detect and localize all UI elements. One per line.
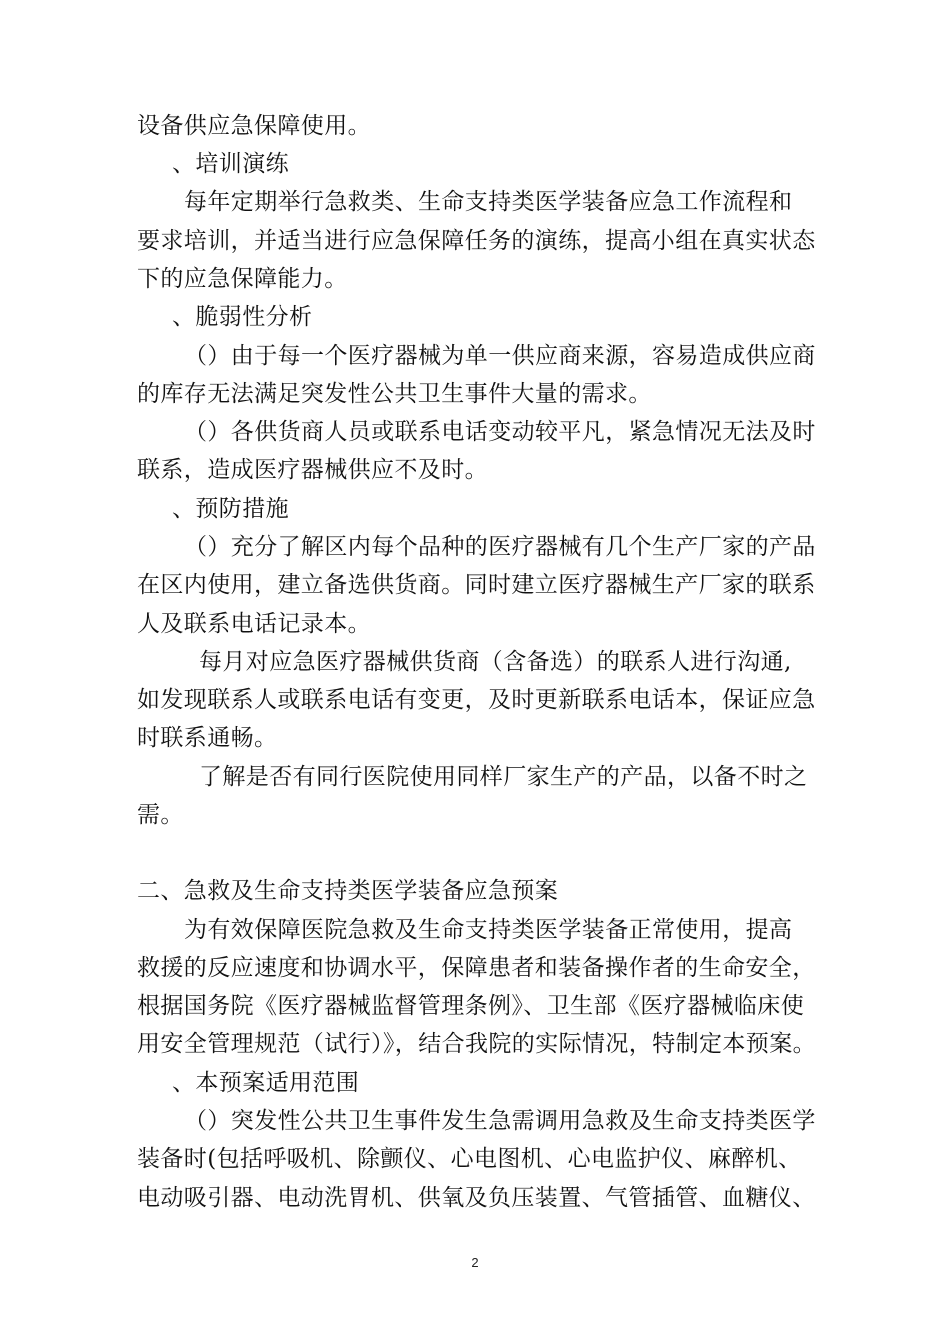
text-line: 救援的反应速度和协调水平，保障患者和装备操作者的生命安全，: [137, 955, 816, 981]
section-heading: 、培训演练: [172, 151, 289, 177]
text-line: 联系，造成医疗器械供应不及时。: [137, 457, 488, 483]
text-line: 根据国务院《医疗器械监督管理条例》、卫生部《医疗器械临床使: [137, 993, 805, 1019]
text-line: 每年定期举行急救类、生命支持类医学装备应急工作流程和: [184, 189, 793, 215]
text-line: （）各供货商人员或联系电话变动较平凡，紧急情况无法及时: [184, 419, 816, 445]
text-line: 需。: [137, 802, 184, 828]
text-line: 的库存无法满足突发性公共卫生事件大量的需求。: [137, 381, 652, 407]
text-line: （）充分了解区内每个品种的医疗器械有几个生产厂家的产品: [184, 534, 816, 560]
text-line: 装备时(包括呼吸机、除颤仪、心电图机、心电监护仪、麻醉机、: [137, 1146, 802, 1172]
text-line: 时联系通畅。: [137, 725, 278, 751]
text-line: 设备供应急保障使用。: [137, 113, 371, 139]
text-line: 人及联系电话记录本。: [137, 611, 371, 637]
text-line: 下的应急保障能力。: [137, 266, 348, 292]
text-line: 用安全管理规范（试行）》，结合我院的实际情况，特制定本预案。: [137, 1031, 816, 1057]
section-heading: 、本预案适用范围: [172, 1070, 360, 1096]
text-line: 为有效保障医院急救及生命支持类医学装备正常使用，提高: [184, 917, 793, 943]
text-line: 了解是否有同行医院使用同样厂家生产的产品，以备不时之: [199, 764, 808, 790]
section-heading: 、脆弱性分析: [172, 304, 313, 330]
text-line: 如发现联系人或联系电话有变更，及时更新联系电话本，保证应急: [137, 687, 816, 713]
text-line: （）突发性公共卫生事件发生急需调用急救及生命支持类医学: [184, 1108, 816, 1134]
text-line: 每月对应急医疗器械供货商（含备选）的联系人进行沟通,: [199, 649, 792, 675]
text-line: 在区内使用，建立备选供货商。同时建立医疗器械生产厂家的联系: [137, 572, 816, 598]
chapter-heading: 二、急救及生命支持类医学装备应急预案: [137, 878, 559, 904]
text-line: 要求培训，并适当进行应急保障任务的演练，提高小组在真实状态: [137, 228, 816, 254]
section-heading: 、预防措施: [172, 496, 289, 522]
text-line: （）由于每一个医疗器械为单一供应商来源，容易造成供应商: [184, 343, 816, 369]
text-line: 电动吸引器、电动洗胃机、供氧及负压装置、气管插管、血糖仪、: [137, 1185, 816, 1211]
page-number: 2: [471, 1255, 479, 1270]
